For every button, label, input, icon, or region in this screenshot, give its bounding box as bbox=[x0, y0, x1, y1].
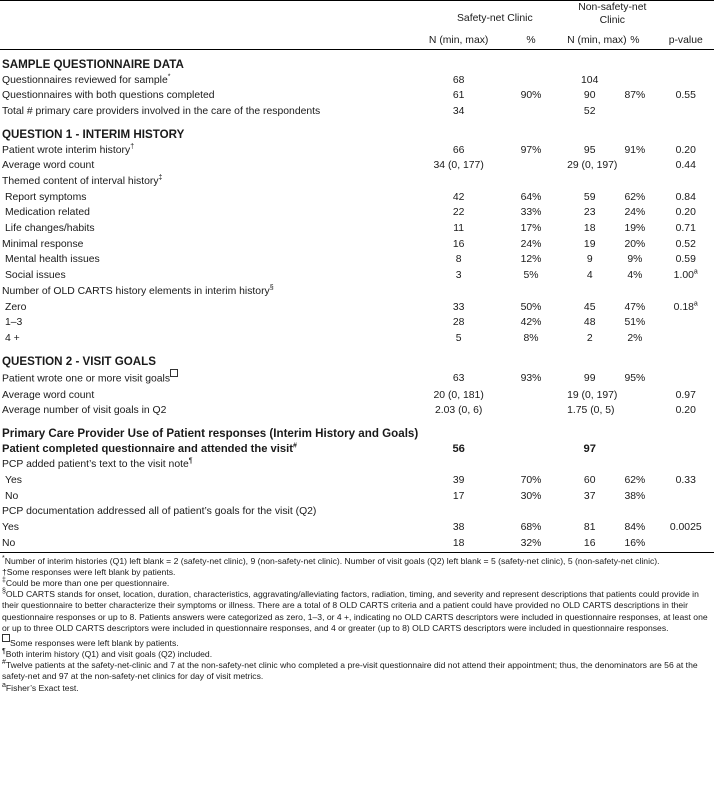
cell-p1: 90% bbox=[520, 90, 542, 102]
cell-pvalue: 0.97 bbox=[675, 389, 696, 401]
cell-n2: 23 bbox=[583, 207, 596, 219]
cell-pvalue: 0.20 bbox=[675, 405, 696, 417]
cell-n2: 4 bbox=[586, 270, 593, 282]
cell-pvalue: 1.00 bbox=[673, 270, 694, 282]
col-n-header-2: N (min, max) bbox=[567, 35, 627, 47]
row-label: Minimal response bbox=[2, 238, 84, 250]
cell-p1: 24% bbox=[520, 238, 542, 250]
cell-p2: 38% bbox=[624, 490, 646, 502]
cell-n1: 34 bbox=[452, 106, 465, 118]
cell-p2: 62% bbox=[624, 475, 646, 487]
cell-n1: 28 bbox=[452, 317, 465, 329]
cell-p2: 24% bbox=[624, 207, 646, 219]
group2-header-line1: Non-safety-net bbox=[578, 2, 647, 13]
table-row bbox=[0, 315, 714, 331]
cell-n2: 81 bbox=[583, 522, 596, 534]
row-label: Social issues bbox=[5, 270, 66, 282]
section-title: QUESTION 1 - INTERIM HISTORY bbox=[2, 127, 185, 141]
cell-n1: 11 bbox=[453, 223, 465, 235]
table-row bbox=[0, 504, 714, 520]
footnote: $^a$Fisher’s Exact test. bbox=[2, 681, 79, 693]
footnote: §OLD CARTS stands for onset, location, duration, characteristics, aggravating/alleviating factors, radiation, timing, and severity and represent descriptions that patients could provide in their questionnaire to better characterize their symptoms or illness. There are a total of 8 OLD CARTS criteria and a patient could have provided no OLD CARTS descriptions in their questionnaire responses or up to 8. Patients answers were categorized as zero, 1–3, or 4 +, indicating no OLD CARTS descriptors were included in questionnaire responses, at least one or up to three OLD CARTS descriptors were included in questionnaire responses, and 4 or greater (up to 8) OLD CARTS descriptors were included in questionnaire responses. bbox=[2, 588, 708, 633]
header-group-row bbox=[0, 1, 714, 28]
group1-header: Safety-net Clinic bbox=[456, 13, 533, 25]
cell-pvalue: 0.84 bbox=[675, 191, 696, 203]
row-label: Questionnaires with both questions completed bbox=[2, 90, 215, 102]
cell-n1: 2.03 (0, 6) bbox=[434, 405, 483, 417]
section-title: QUESTION 2 - VISIT GOALS bbox=[2, 354, 156, 368]
cell-p2: 4% bbox=[627, 270, 643, 282]
cell-n2: 48 bbox=[583, 317, 596, 329]
table-row bbox=[0, 284, 714, 300]
row-label: Yes bbox=[5, 475, 22, 487]
row-footnote-mark: # bbox=[292, 441, 297, 449]
cell-n1: 68 bbox=[452, 74, 465, 86]
cell-n2: 37 bbox=[583, 490, 596, 502]
cell-pvalue: 0.18 bbox=[673, 301, 694, 313]
cell-p1: 93% bbox=[520, 372, 542, 384]
table-row bbox=[0, 300, 714, 316]
table-row bbox=[0, 190, 714, 206]
cell-n1: 3 bbox=[455, 270, 462, 282]
cell-pvalue bbox=[657, 536, 714, 552]
cell-n1: 33 bbox=[452, 301, 465, 313]
table-row bbox=[0, 473, 714, 489]
cell-n1: 42 bbox=[452, 191, 465, 203]
cell-n2: 19 (0, 197) bbox=[567, 389, 618, 401]
cell-n1: 18 bbox=[452, 537, 465, 549]
cell-pvalue: 0.55 bbox=[675, 90, 696, 102]
cell-n2: 95 bbox=[583, 144, 596, 156]
cell-p1 bbox=[495, 104, 567, 120]
table-row bbox=[0, 536, 714, 552]
col-p-header: p-value bbox=[668, 35, 703, 47]
cell-n2: 59 bbox=[583, 191, 596, 203]
cell-p2: 47% bbox=[624, 301, 646, 313]
table-row bbox=[0, 221, 714, 237]
cell-n2: 60 bbox=[583, 475, 596, 487]
row-label: Zero bbox=[5, 301, 27, 313]
cell-pvalue: 0.33 bbox=[675, 475, 696, 487]
table-row bbox=[0, 104, 714, 120]
cell-n1: 16 bbox=[452, 238, 465, 250]
col-pct-header-1: % bbox=[526, 35, 536, 47]
row-label: Questionnaires reviewed for sample bbox=[2, 74, 168, 86]
pvalue-footnote-mark: a bbox=[693, 300, 698, 308]
table-row bbox=[0, 158, 714, 174]
footnote: ‡Could be more than one per questionnaire. bbox=[2, 577, 170, 588]
group2-header bbox=[567, 1, 657, 28]
footnote: ¶Both interim history (Q1) and visit goals (Q2) included. bbox=[2, 648, 213, 660]
cell-p2: 16% bbox=[624, 537, 646, 549]
cell-p1: 50% bbox=[520, 301, 542, 313]
section-q1 bbox=[0, 127, 714, 143]
cell-n1: 66 bbox=[452, 144, 465, 156]
cell-p1: 17% bbox=[520, 223, 542, 235]
cell-pvalue bbox=[657, 73, 714, 89]
cell-p2: 95% bbox=[624, 372, 646, 384]
box-footnote-icon bbox=[2, 634, 10, 642]
cell-p2: 91% bbox=[624, 144, 646, 156]
table-row bbox=[0, 174, 714, 190]
cell-n1: 17 bbox=[452, 490, 465, 502]
table-row bbox=[0, 457, 714, 473]
cell-p2 bbox=[612, 388, 657, 404]
row-footnote-mark: ‡ bbox=[158, 174, 163, 182]
footnote: #Twelve patients at the safety-net-clinic and 7 at the non-safety-net clinic who completed a pre-visit questionnaire did not attend their appointment; thus, the denominators are 56 at the safety-net and 97 at the non-safety-net clinics for day of visit metrics. bbox=[2, 659, 698, 682]
table-row bbox=[0, 489, 714, 505]
table-row bbox=[0, 143, 714, 159]
cell-n1: 34 (0, 177) bbox=[433, 160, 484, 172]
header-column-row bbox=[0, 27, 714, 50]
cell-p2: 84% bbox=[624, 522, 646, 534]
row-footnote-mark: § bbox=[269, 284, 274, 292]
row-label: Yes bbox=[2, 522, 19, 534]
cell-n1: 20 (0, 181) bbox=[433, 389, 484, 401]
row-footnote-mark: * bbox=[167, 73, 171, 81]
cell-p1 bbox=[495, 158, 567, 174]
row-label: Number of OLD CARTS history elements in interim history bbox=[2, 285, 270, 297]
cell-n2: 2 bbox=[586, 332, 593, 344]
cell-n2: 97 bbox=[583, 442, 596, 455]
cell-p2 bbox=[612, 73, 657, 89]
cell-n2: 19 bbox=[583, 238, 596, 250]
cell-p1: 30% bbox=[520, 490, 542, 502]
cell-p2: 9% bbox=[627, 254, 643, 266]
cell-p2: 62% bbox=[624, 191, 646, 203]
pvalue-footnote-mark: a bbox=[693, 268, 698, 276]
section-sample bbox=[0, 57, 714, 73]
col-n-header-1: N (min, max) bbox=[428, 35, 489, 47]
cell-n1: 61 bbox=[452, 90, 465, 102]
cell-n1: 38 bbox=[452, 522, 465, 534]
cell-p1: 70% bbox=[520, 475, 542, 487]
table-row bbox=[0, 331, 714, 347]
cell-p2 bbox=[612, 403, 657, 419]
table-row bbox=[0, 73, 714, 89]
cell-n2: 99 bbox=[583, 372, 596, 384]
cell-p2 bbox=[612, 104, 657, 120]
cell-p1: 42% bbox=[520, 317, 542, 329]
cell-p1 bbox=[495, 388, 567, 404]
row-label: Report symptoms bbox=[5, 191, 87, 203]
cell-p1 bbox=[495, 442, 567, 458]
cell-n1: 39 bbox=[452, 475, 465, 487]
cell-p1: 12% bbox=[520, 254, 542, 266]
row-label: 4 + bbox=[5, 332, 20, 344]
group2-header-line2: Clinic bbox=[599, 15, 625, 26]
row-label: Average word count bbox=[2, 160, 95, 172]
row-label: PCP added patient’s text to the visit note bbox=[2, 459, 189, 471]
cell-pvalue: 0.20 bbox=[675, 207, 696, 219]
row-label: Patient completed questionnaire and attended the visit bbox=[2, 442, 293, 455]
cell-n2: 52 bbox=[583, 106, 596, 118]
row-label: No bbox=[5, 490, 19, 502]
row-footnote-mark: ¶ bbox=[188, 457, 193, 465]
footnote: Some responses were left blank by patients. bbox=[2, 634, 712, 649]
cell-pvalue: 0.20 bbox=[675, 144, 696, 156]
row-label: Life changes/habits bbox=[5, 223, 95, 235]
cell-p1: 64% bbox=[520, 191, 542, 203]
footnote: †Some responses were left blank by patients. bbox=[2, 566, 176, 577]
cell-p1: 8% bbox=[523, 332, 539, 344]
footnotes bbox=[0, 553, 714, 694]
cell-pvalue bbox=[657, 104, 714, 120]
row-label: Patient wrote interim history bbox=[2, 144, 131, 156]
table-row bbox=[0, 442, 714, 458]
row-label: Patient wrote one or more visit goals bbox=[2, 373, 171, 385]
cell-p1 bbox=[495, 403, 567, 419]
row-footnote-mark: † bbox=[130, 143, 135, 151]
cell-p1 bbox=[495, 73, 567, 89]
footnote: *Number of interim histories (Q1) left blank = 2 (safety-net clinic), 9 (non-safety-net clinic). Number of visit goals (Q2) left blank = 5 (safety-net clinic), 5 (non-safety-net clinic). bbox=[2, 554, 660, 566]
table-row bbox=[0, 403, 714, 419]
cell-pvalue bbox=[657, 369, 714, 387]
row-label: Mental health issues bbox=[5, 254, 100, 266]
section-title: Primary Care Provider Use of Patient responses (Interim History and Goals) bbox=[2, 426, 419, 440]
cell-n1: 56 bbox=[452, 442, 465, 455]
row-label: Themed content of interval history bbox=[2, 175, 159, 187]
cell-p2: 87% bbox=[624, 90, 646, 102]
cell-n2: 90 bbox=[583, 90, 596, 102]
col-pct-header-2: % bbox=[630, 35, 640, 47]
cell-pvalue bbox=[657, 331, 714, 347]
row-label: Average number of visit goals in Q2 bbox=[2, 405, 167, 417]
cell-pvalue bbox=[657, 489, 714, 505]
cell-p1: 97% bbox=[520, 144, 542, 156]
cell-p1: 68% bbox=[520, 522, 542, 534]
cell-pvalue: 0.0025 bbox=[669, 522, 702, 534]
cell-pvalue: 0.52 bbox=[675, 238, 696, 250]
table-row bbox=[0, 520, 714, 536]
cell-p2: 51% bbox=[624, 317, 646, 329]
cell-n2: 29 (0, 197) bbox=[567, 160, 618, 172]
cell-n2: 16 bbox=[583, 537, 596, 549]
table-row bbox=[0, 268, 714, 284]
cell-pvalue: 0.59 bbox=[675, 254, 696, 266]
cell-n2: 45 bbox=[583, 301, 596, 313]
row-label: Medication related bbox=[5, 207, 90, 219]
cell-p2: 20% bbox=[624, 238, 646, 250]
section-title: SAMPLE QUESTIONNAIRE DATA bbox=[2, 58, 184, 71]
cell-pvalue: 0.44 bbox=[675, 160, 696, 172]
cell-p1: 33% bbox=[520, 207, 542, 219]
cell-p2: 19% bbox=[624, 223, 646, 235]
cell-n2: 1.75 (0, 5) bbox=[567, 405, 615, 417]
row-label: PCP documentation addressed all of patient’s goals for the visit (Q2) bbox=[2, 506, 317, 518]
cell-n2: 9 bbox=[586, 254, 593, 266]
table-row bbox=[0, 369, 714, 387]
row-label: Total # primary care providers involved in the care of the respondents bbox=[2, 106, 321, 118]
cell-n2: 104 bbox=[581, 74, 599, 86]
box-footnote-icon bbox=[170, 369, 178, 377]
cell-n1: 5 bbox=[455, 332, 462, 344]
cell-n2: 18 bbox=[583, 223, 596, 235]
table-row bbox=[0, 237, 714, 253]
section-pcp bbox=[0, 426, 714, 442]
cell-p2 bbox=[612, 442, 657, 458]
table-row bbox=[0, 252, 714, 268]
cell-n1: 63 bbox=[452, 372, 465, 384]
cell-n1: 8 bbox=[455, 254, 462, 266]
row-label: 1–3 bbox=[5, 317, 23, 329]
table-row bbox=[0, 88, 714, 104]
cell-pvalue bbox=[657, 442, 714, 458]
cell-p1: 5% bbox=[523, 270, 539, 282]
row-label: No bbox=[2, 537, 16, 549]
row-label: Average word count bbox=[2, 389, 95, 401]
table-row bbox=[0, 388, 714, 404]
cell-p1: 32% bbox=[520, 537, 542, 549]
cell-pvalue bbox=[657, 315, 714, 331]
cell-pvalue: 0.71 bbox=[675, 223, 696, 235]
cell-p2 bbox=[612, 158, 657, 174]
cell-p2: 2% bbox=[627, 332, 643, 344]
cell-n1: 22 bbox=[452, 207, 465, 219]
table-row bbox=[0, 205, 714, 221]
section-q2 bbox=[0, 354, 714, 370]
